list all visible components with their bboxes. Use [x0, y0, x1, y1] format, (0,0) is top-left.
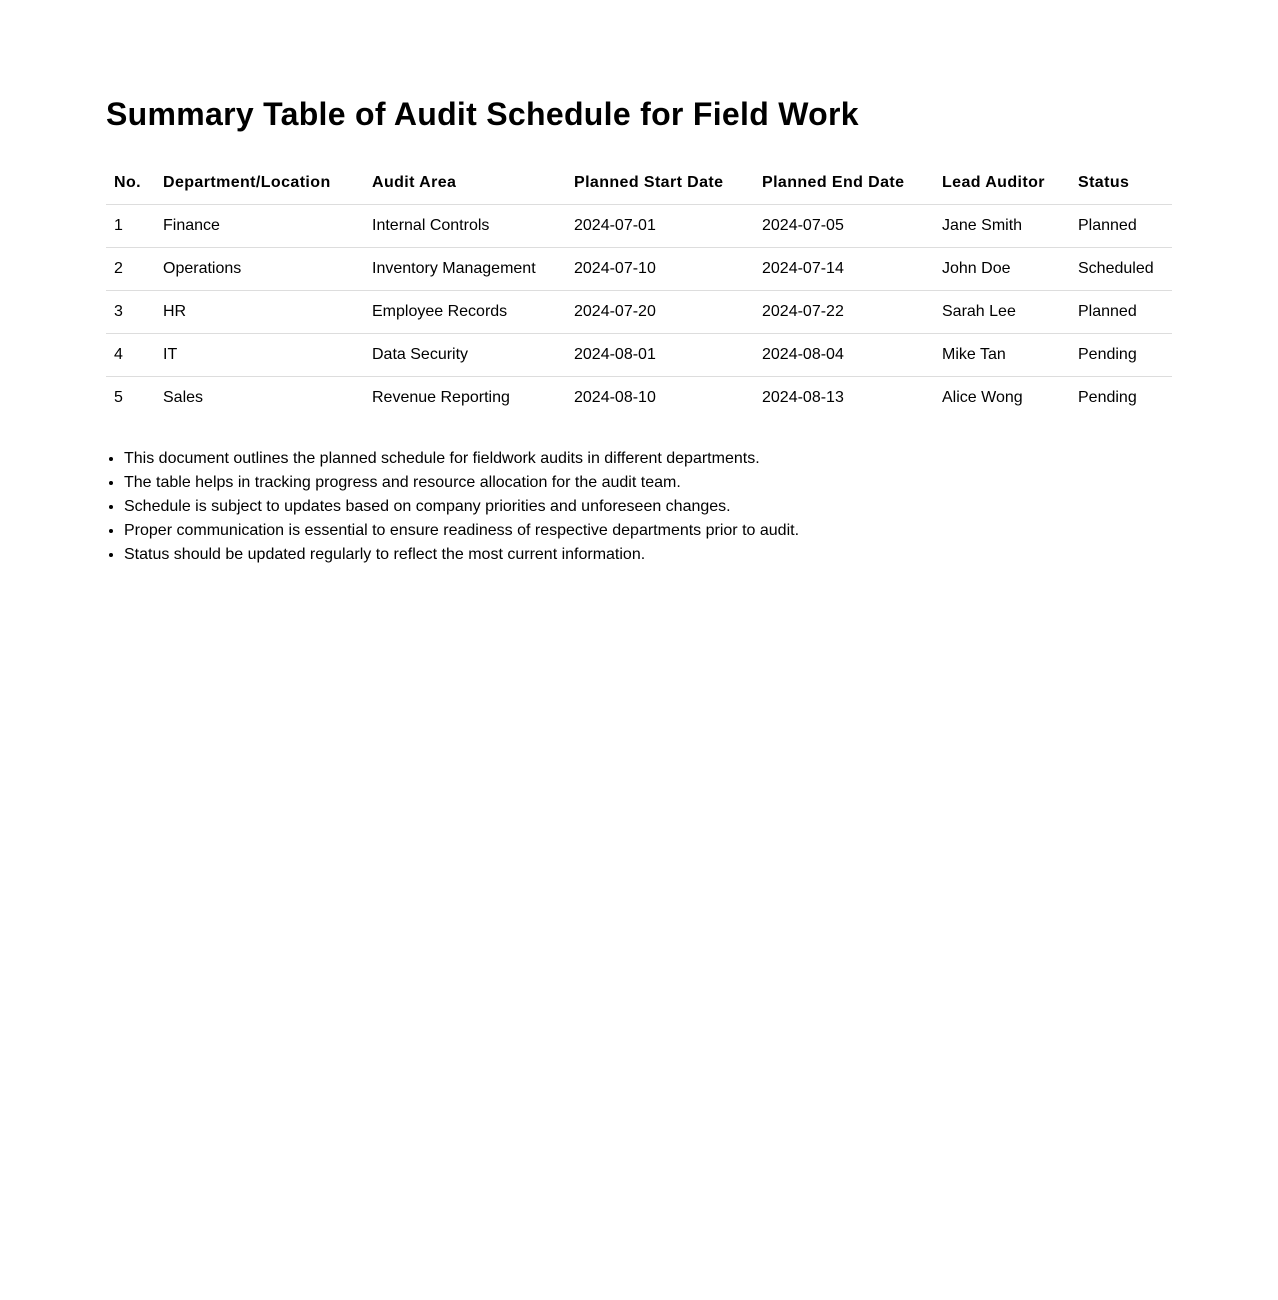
cell-department: Finance — [155, 205, 364, 248]
cell-start-date: 2024-07-01 — [566, 205, 754, 248]
cell-audit-area: Data Security — [364, 334, 566, 377]
column-header-start-date: Planned Start Date — [566, 162, 754, 205]
list-item: • Schedule is subject to updates based on company priorities and unforeseen changes. — [124, 495, 1172, 519]
column-header-department: Department/Location — [155, 162, 364, 205]
cell-start-date: 2024-08-01 — [566, 334, 754, 377]
table-row — [106, 334, 1172, 377]
list-item: • The table helps in tracking progress and resource allocation for the audit team. — [124, 471, 1172, 495]
cell-audit-area: Employee Records — [364, 291, 566, 334]
cell-audit-area: Inventory Management — [364, 248, 566, 291]
cell-audit-area: Revenue Reporting — [372, 389, 510, 406]
cell-department: HR — [155, 291, 364, 334]
cell-status: Pending — [1070, 334, 1172, 377]
cell-lead-auditor: Alice Wong — [942, 389, 1023, 406]
cell-end-date: 2024-07-22 — [754, 291, 934, 334]
table-row — [106, 377, 1172, 420]
list-item: • Status should be updated regularly to reflect the most current information. — [124, 543, 1172, 567]
cell-department: IT — [155, 334, 364, 377]
cell-no: 3 — [106, 291, 155, 334]
cell-audit-area: Internal Controls — [364, 205, 566, 248]
cell-status: Planned — [1070, 291, 1172, 334]
table-row — [106, 291, 1172, 334]
cell-lead-auditor: Jane Smith — [934, 205, 1070, 248]
page-title: Summary Table of Audit Schedule for Field Work — [106, 96, 859, 132]
cell-lead-auditor: Mike Tan — [934, 334, 1070, 377]
cell-start-date: 2024-08-10 — [574, 389, 656, 406]
cell-end-date: 2024-07-14 — [754, 248, 934, 291]
cell-no: 2 — [106, 248, 155, 291]
table-row — [106, 248, 1172, 291]
cell-department: Sales — [163, 389, 204, 406]
cell-lead-auditor: John Doe — [934, 248, 1070, 291]
column-header-lead-auditor: Lead Auditor — [934, 162, 1070, 205]
table-row — [106, 205, 1172, 248]
list-item: • This document outlines the planned schedule for fieldwork audits in different departments. — [124, 447, 1172, 471]
table-header-row — [106, 162, 1172, 205]
audit-schedule-table — [106, 162, 1172, 419]
cell-department: Operations — [155, 248, 364, 291]
cell-lead-auditor: Sarah Lee — [934, 291, 1070, 334]
cell-end-date: 2024-07-05 — [754, 205, 934, 248]
document-page — [0, 0, 1278, 567]
column-header-status: Status — [1070, 162, 1172, 205]
list-item: • Proper communication is essential to ensure readiness of respective departments prior to audit. — [124, 519, 1172, 543]
cell-no: 1 — [106, 205, 155, 248]
notes-list — [106, 447, 1172, 567]
cell-no: 5 — [114, 389, 123, 406]
cell-status: Scheduled — [1070, 248, 1172, 291]
column-header-end-date: Planned End Date — [754, 162, 934, 205]
cell-status: Pending — [1078, 389, 1137, 406]
cell-end-date: 2024-08-04 — [754, 334, 934, 377]
cell-end-date: 2024-08-13 — [762, 389, 844, 406]
column-header-audit-area: Audit Area — [364, 162, 566, 205]
cell-status: Planned — [1070, 205, 1172, 248]
column-header-no: No. — [106, 162, 155, 205]
cell-no: 4 — [106, 334, 155, 377]
cell-start-date: 2024-07-10 — [566, 248, 754, 291]
cell-start-date: 2024-07-20 — [566, 291, 754, 334]
